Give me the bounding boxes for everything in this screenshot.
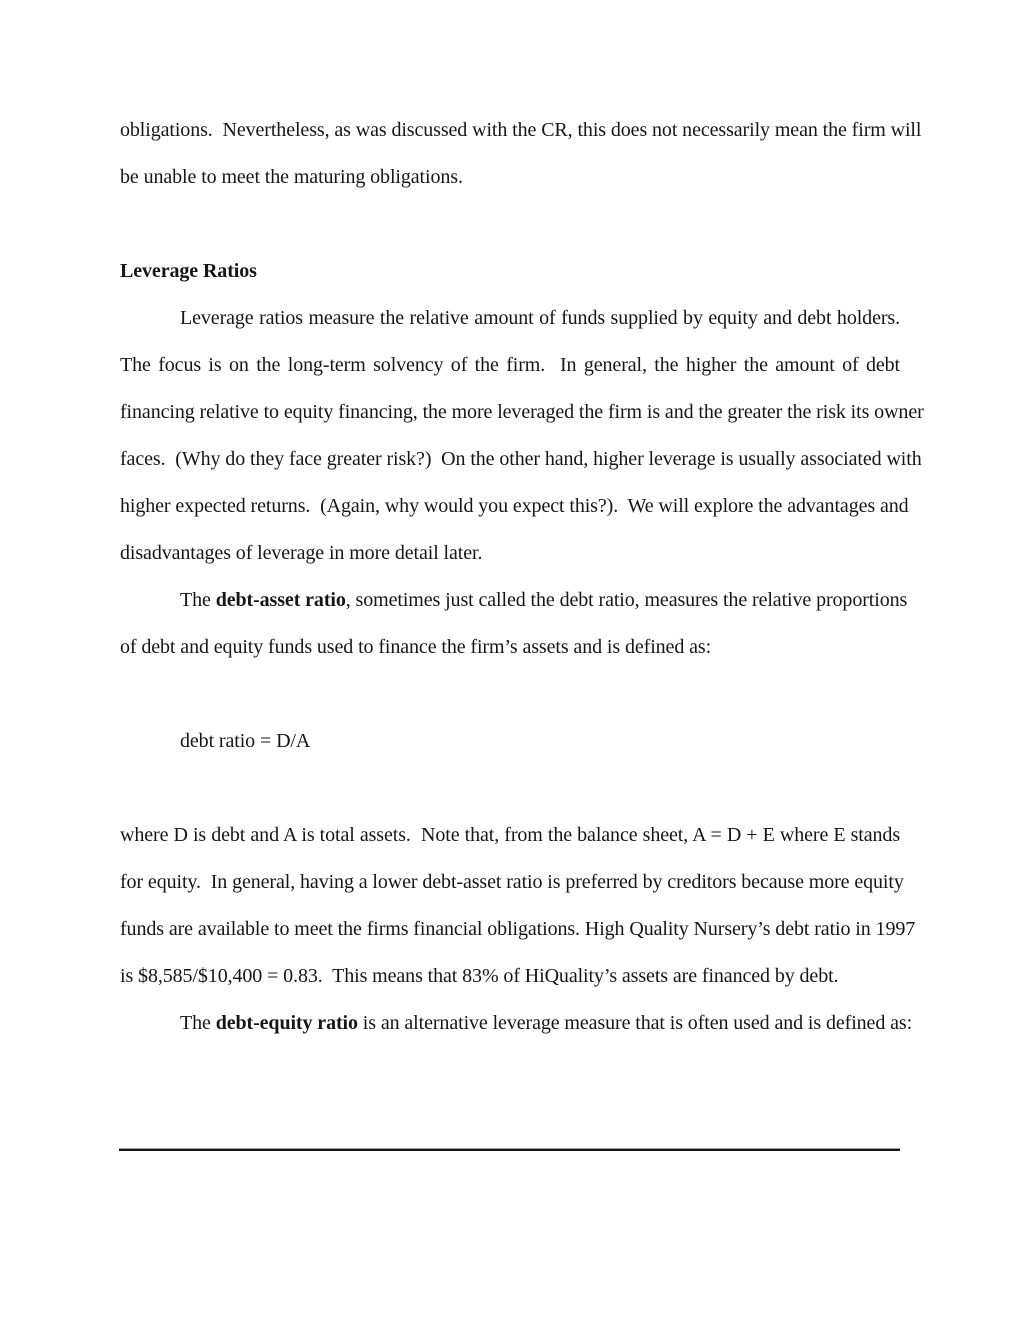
text-line: funds are available to meet the firms financial obligations. High Quality Nursery’s debt ratio in 1997 xyxy=(120,918,916,940)
paragraph-intro xyxy=(120,107,922,201)
text-line xyxy=(120,1000,913,1047)
footnote-rule xyxy=(119,1148,900,1151)
text-segment: , sometimes just called the debt ratio, measures the relative proportions xyxy=(345,589,908,611)
text-line: disadvantages of leverage in more detail later. xyxy=(120,542,483,564)
section-heading: Leverage Ratios xyxy=(120,260,257,282)
text-segment: The xyxy=(180,589,216,611)
text-line: where D is debt and A is total assets. Note that, from the balance sheet, A = D + E where E stands xyxy=(120,824,900,846)
text-line: is $8,585/$10,400 = 0.83. This means that 83% of HiQuality’s assets are financed by debt. xyxy=(120,965,839,987)
text-line: higher expected returns. (Again, why would you expect this?). We will explore the advantages and xyxy=(120,495,909,517)
paragraph-debt-ratio-explained xyxy=(120,812,916,1000)
blank-line xyxy=(120,201,900,248)
paragraph-leverage xyxy=(120,295,924,577)
text-line: be unable to meet the maturing obligations. xyxy=(120,166,463,188)
text-line: The focus is on the long-term solvency of the firm. In general, the higher the amount of debt xyxy=(120,354,900,376)
text-line: financing relative to equity financing, the more leveraged the firm is and the greater the risk its owner xyxy=(120,401,924,423)
blank-line xyxy=(120,765,900,812)
formula-debt-ratio: debt ratio = D/A xyxy=(180,730,311,752)
text-segment: is an alternative leverage measure that is often used and is defined as: xyxy=(357,1012,913,1034)
bold-term-debt-equity-ratio: debt-equity ratio xyxy=(215,1012,358,1034)
blank-line xyxy=(120,671,900,718)
text-line: faces. (Why do they face greater risk?) On the other hand, higher leverage is usually associated with xyxy=(120,448,922,470)
paragraph-debt-asset xyxy=(120,577,908,671)
text-line: for equity. In general, having a lower debt-asset ratio is preferred by creditors because more equity xyxy=(120,871,904,893)
text-line: of debt and equity funds used to finance the firm’s assets and is defined as: xyxy=(120,636,712,658)
text-line: Leverage ratios measure the relative amount of funds supplied by equity and debt holders. xyxy=(180,307,900,329)
text-column xyxy=(120,107,924,1047)
paragraph-debt-equity xyxy=(120,1000,913,1047)
text-line: obligations. Nevertheless, as was discussed with the CR, this does not necessarily mean the firm will xyxy=(120,119,922,141)
text-segment: The xyxy=(180,1012,216,1034)
text-line xyxy=(120,577,908,624)
footnote-rule-line xyxy=(119,1149,900,1151)
bold-term-debt-asset-ratio: debt-asset ratio xyxy=(215,589,346,611)
